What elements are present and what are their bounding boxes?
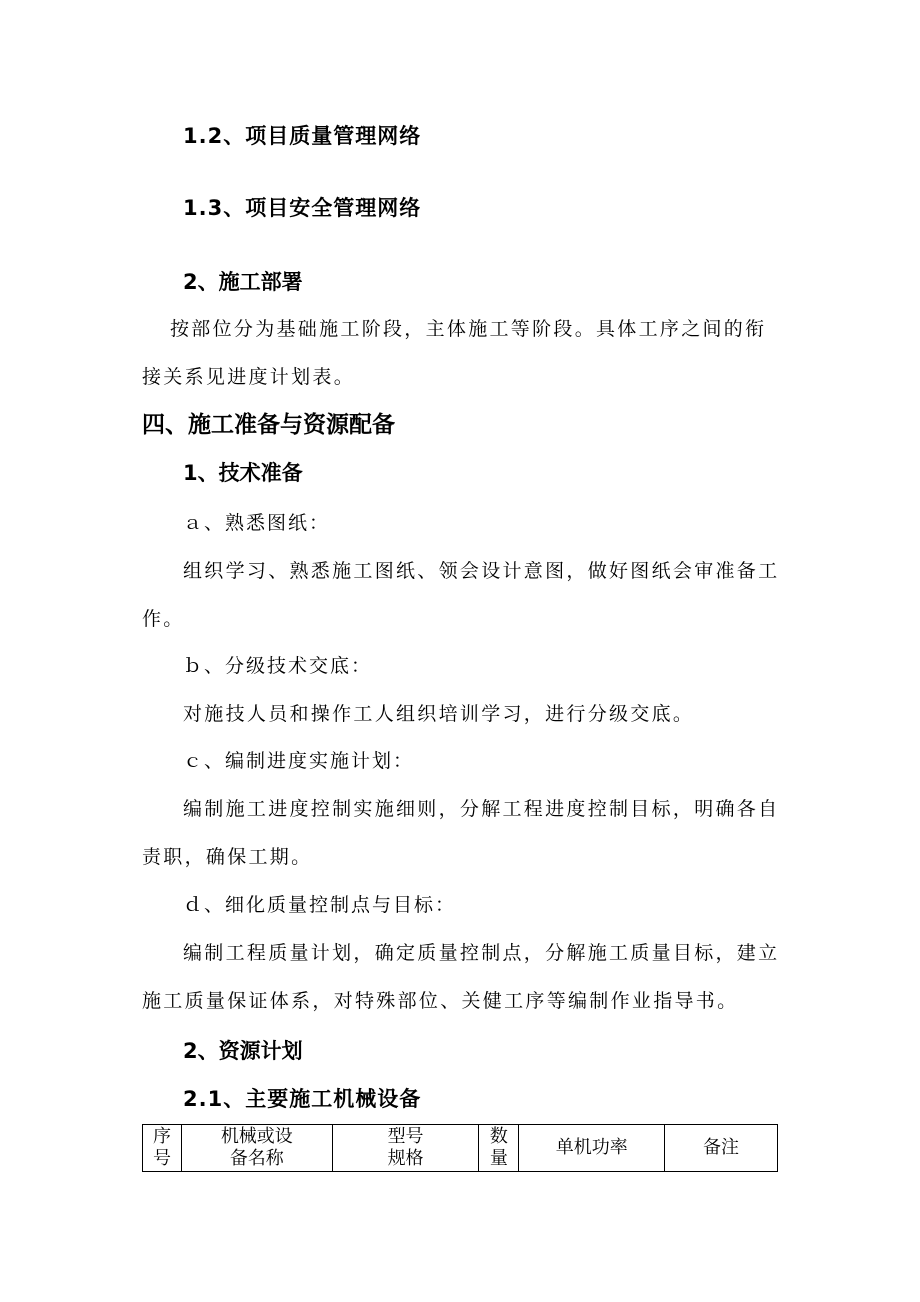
column-header-seq-line-1: 序 — [152, 1126, 171, 1147]
heading-2-deploy: 2、施工部署 — [183, 270, 303, 294]
column-header-model — [332, 1125, 479, 1172]
item-d-text-line-1: 编制工程质量计划，确定质量控制点，分解施工质量目标，建立 — [183, 942, 780, 964]
column-header-name-line-2: 备名称 — [229, 1148, 284, 1169]
item-a-text-line-2: 作。 — [142, 608, 185, 630]
table-header-row — [143, 1125, 778, 1172]
item-c-text-line-1: 编制施工进度控制实施细则，分解工程进度控制目标，明确各自 — [183, 798, 780, 820]
column-header-qty-line-1: 数 — [489, 1126, 508, 1147]
column-header-qty-line-2: 量 — [489, 1148, 508, 1169]
heading-tech-prep: 1、技术准备 — [183, 461, 303, 485]
deploy-paragraph-line-2: 接关系见进度计划表。 — [142, 366, 356, 388]
column-header-note-label: 备注 — [703, 1137, 740, 1158]
column-header-model-line-2: 规格 — [387, 1148, 424, 1169]
column-header-name — [181, 1125, 332, 1172]
item-b-text-line-1: 对施技人员和操作工人组织培训学习，进行分级交底。 — [183, 703, 695, 725]
heading-main-equipment: 2.1、主要施工机械设备 — [183, 1087, 422, 1111]
heading-1-2: 1.2、项目质量管理网络 — [183, 124, 422, 148]
deploy-paragraph-line-1: 按部位分为基础施工阶段，主体施工等阶段。具体工序之间的衔 — [170, 318, 767, 340]
column-header-qty — [479, 1125, 519, 1172]
column-header-note — [665, 1125, 778, 1172]
heading-1-3: 1.3、项目安全管理网络 — [183, 196, 422, 220]
item-a-label: ａ、熟悉图纸： — [183, 512, 331, 534]
column-header-power — [519, 1125, 665, 1172]
column-header-seq-line-2: 号 — [152, 1148, 171, 1169]
section-4-heading: 四、施工准备与资源配备 — [142, 412, 395, 438]
column-header-name-line-1: 机械或设 — [220, 1126, 293, 1147]
item-a-text-line-1: 组织学习、熟悉施工图纸、领会设计意图，做好图纸会审准备工 — [183, 560, 780, 582]
column-header-power-label: 单机功率 — [555, 1137, 628, 1158]
item-d-text-line-2: 施工质量保证体系，对特殊部位、关健工序等编制作业指导书。 — [142, 990, 739, 1012]
heading-resource-plan: 2、资源计划 — [183, 1039, 303, 1063]
column-header-model-line-1: 型号 — [387, 1126, 424, 1147]
item-c-label: ｃ、编制进度实施计划： — [183, 750, 415, 772]
item-c-text-line-2: 责职，确保工期。 — [142, 846, 313, 868]
item-b-label: ｂ、分级技术交底： — [183, 655, 373, 677]
equipment-table — [142, 1124, 778, 1172]
column-header-seq — [143, 1125, 182, 1172]
item-d-label: ｄ、细化质量控制点与目标： — [183, 894, 457, 916]
